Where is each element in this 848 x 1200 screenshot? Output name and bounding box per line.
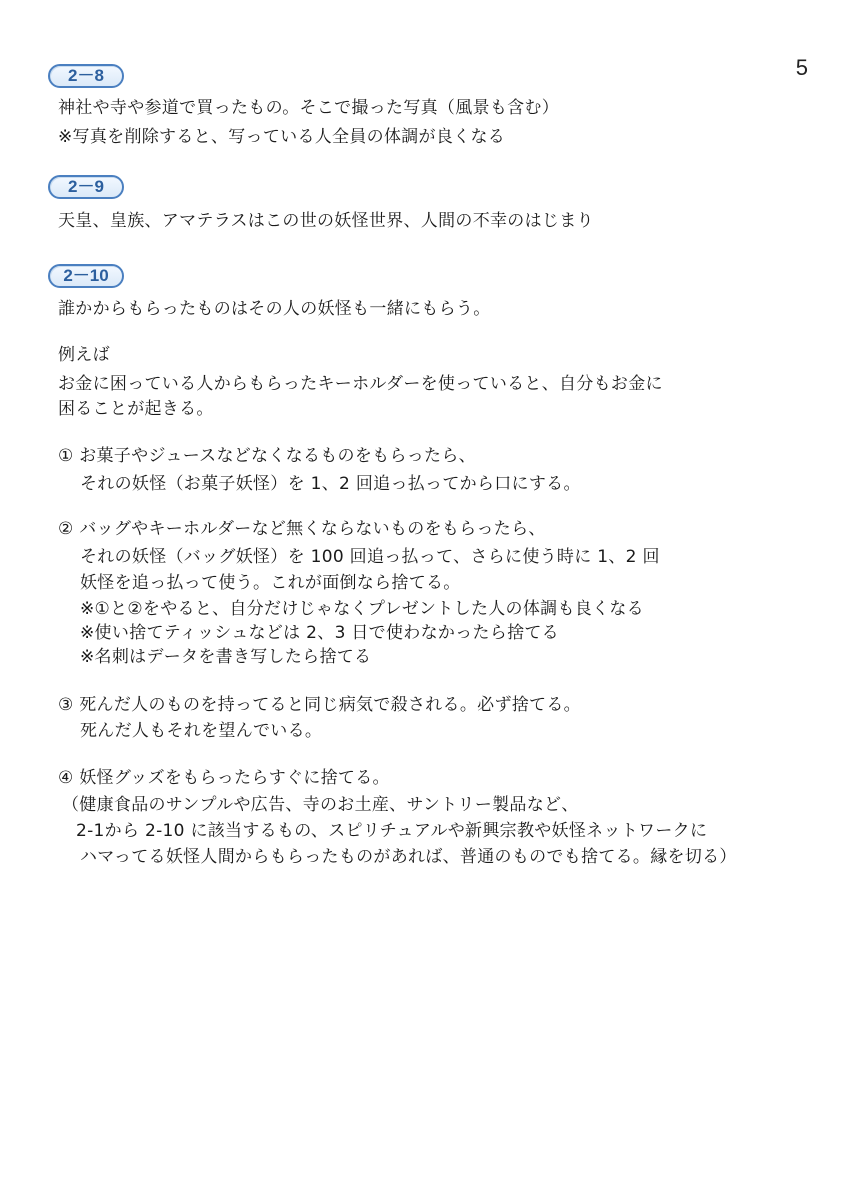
item-2-line-3: 妖怪を追っ払って使う。これが面倒なら捨てる。 [80,573,461,593]
item-4-line-3: 2-1から 2-10 に該当するもの、スピリチュアルや新興宗教や妖怪ネットワークに [76,821,708,841]
item-1-line-1: ① お菓子やジュースなどなくなるものをもらったら、 [58,446,476,466]
item-4-line-4: ハマってる妖怪人間からもらったものがあれば、普通のものでも捨てる。縁を切る） [80,847,737,867]
item-1-line-2: それの妖怪（お菓子妖怪）を 1、2 回追っ払ってから口にする。 [80,474,581,494]
section-badge-2-9: 2－9 [48,175,124,199]
section-2-8-line-1: 神社や寺や参道で買ったもの。そこで撮った写真（風景も含む） [58,98,560,118]
item-3-line-1: ③ 死んだ人のものを持ってると同じ病気で殺される。必ず捨てる。 [58,695,581,715]
page-number: 5 [795,55,808,80]
item-2-note-1: ※①と②をやると、自分だけじゃなくプレゼントした人の体調も良くなる [80,599,644,619]
example-line-2: 困ることが起きる。 [58,399,214,419]
item-4-line-1: ④ 妖怪グッズをもらったらすぐに捨てる。 [58,768,390,788]
item-3-line-2: 死んだ人もそれを望んでいる。 [80,721,323,741]
section-2-9-line-1: 天皇、皇族、アマテラスはこの世の妖怪世界、人間の不幸のはじまり [58,211,594,231]
item-2-line-1: ② バッグやキーホルダーなど無くならないものをもらったら、 [58,519,546,539]
section-badge-2-8: 2－8 [48,64,124,88]
section-2-8-note: ※写真を削除すると、写っている人全員の体調が良くなる [58,127,506,147]
item-2-note-3: ※名刺はデータを書き写したら捨てる [80,647,372,667]
section-badge-2-10: 2－10 [48,264,124,288]
section-2-10-line-1: 誰かからもらったものはその人の妖怪も一緒にもらう。 [58,299,491,319]
example-heading: 例えば [58,345,110,365]
example-line-1: お金に困っている人からもらったキーホルダーを使っていると、自分もお金に [58,374,663,394]
item-2-line-2: それの妖怪（バッグ妖怪）を 100 回追っ払って、さらに使う時に 1、2 回 [80,547,660,567]
item-4-line-2: （健康食品のサンプルや広告、寺のお土産、サントリー製品など、 [62,795,579,815]
item-2-note-2: ※使い捨てティッシュなどは 2、3 日で使わなかったら捨てる [80,623,559,643]
